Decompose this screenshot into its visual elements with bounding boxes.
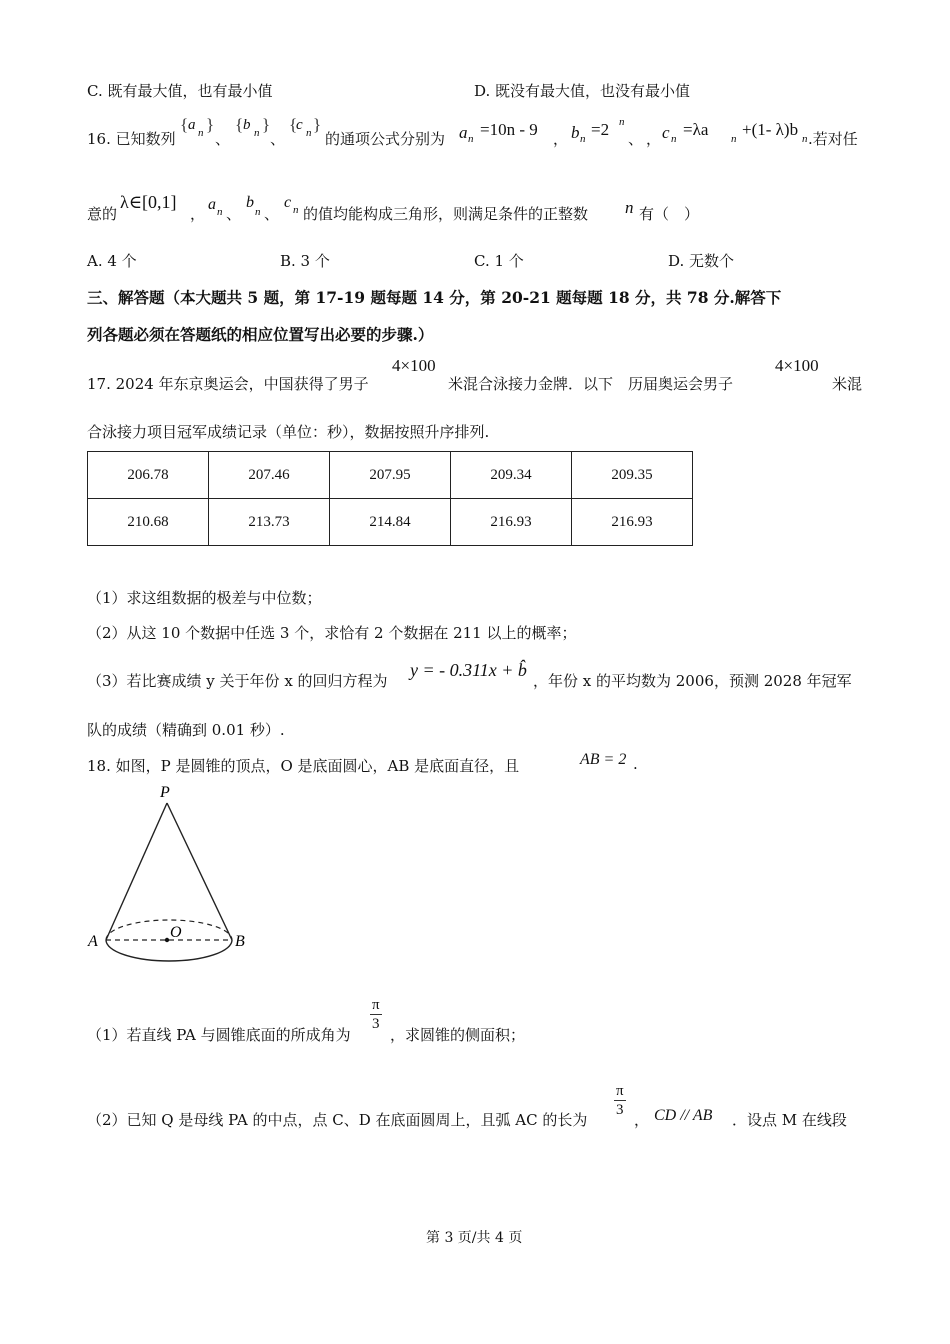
fraction-pi-over-3-b	[614, 1082, 626, 1119]
cone-edge-pb	[167, 803, 232, 940]
formula-c: c	[662, 123, 670, 142]
table-cell: 216.93	[451, 499, 572, 546]
q17-line1-a: 17. 2024 年东京奥运会，中国获得了男子	[87, 375, 369, 393]
cone-figure	[80, 775, 260, 975]
formula-c-rhs: =λa	[683, 120, 709, 139]
fraction-pi-over-3	[370, 996, 382, 1033]
q17-line2: 合泳接力项目冠军成绩记录（单位：秒），数据按照升序排列.	[87, 423, 490, 441]
q16-tail: .若对任	[808, 130, 858, 148]
q15-option-c: C. 既有最大值，也有最小值	[87, 82, 273, 100]
label-o: O	[170, 924, 182, 941]
q16-line2-end: 有（ ）	[639, 205, 700, 223]
fraction-denominator: 3	[616, 1102, 624, 1118]
formula-a: a	[459, 123, 468, 142]
line2-a: a	[208, 196, 216, 213]
q17-sub3-line2: 队的成绩（精确到 0.01 秒）.	[87, 721, 285, 739]
line2-c-sub: n	[293, 204, 299, 216]
table-cell: 209.35	[572, 452, 693, 499]
q18-line1-b: .	[633, 755, 638, 773]
results-table	[87, 451, 693, 546]
q16-mid: 的通项公式分别为	[325, 130, 446, 148]
table-cell: 214.84	[330, 499, 451, 546]
q18-sub1-a: （1）若直线 PA 与圆锥底面的所成角为	[87, 1026, 351, 1044]
table-cell: 213.73	[209, 499, 330, 546]
formula-c-sub: n	[671, 133, 677, 145]
lambda-range: λ∈[0,1]	[120, 192, 177, 212]
seq-a-sub: n	[198, 127, 204, 139]
q16-option-c: C. 1 个	[474, 252, 524, 270]
page-footer: 第 3 页/共 4 页	[426, 1230, 523, 1246]
sep-3: 、	[628, 130, 644, 148]
table-cell: 210.68	[88, 499, 209, 546]
q16-lead: 16. 已知数列	[87, 130, 176, 148]
center-point-o	[165, 938, 169, 942]
section3-heading-line2: 列各题必须在答题纸的相应位置写出必要的步骤.）	[87, 325, 434, 344]
q16-option-b: B. 3 个	[280, 252, 330, 270]
q17-sub3-b: ，年份 x 的平均数为 2006，预测 2028 年冠军	[533, 672, 852, 690]
table-row	[88, 499, 693, 546]
q17-line1-b: 米混合泳接力金牌．以下 历届奥运会男子	[448, 375, 734, 393]
q17-line1-c: 米混	[832, 375, 863, 393]
formula-a-rhs: =10n - 9	[480, 120, 538, 139]
sep-2: 、	[270, 130, 286, 148]
seq-b-sub: n	[254, 127, 260, 139]
q15-option-d: D. 既没有最大值，也没有最小值	[474, 82, 691, 100]
q18-sub2-a: （2）已知 Q 是母线 PA 的中点，点 C、D 在底面圆周上，且弧 AC 的长为	[87, 1111, 588, 1129]
q17-sub1: （1）求这组数据的极差与中位数；	[87, 589, 322, 607]
seq-c-sub: n	[306, 127, 312, 139]
fraction-numerator: π	[372, 997, 380, 1013]
seq-c-brace-close: }	[313, 115, 322, 134]
q16-line2-start: 意的	[87, 205, 118, 223]
formula-c-sub2: n	[731, 133, 737, 145]
label-b: B	[235, 933, 245, 950]
q18-sub1-b: ，求圆锥的侧面积；	[390, 1026, 526, 1044]
ab-eq: AB = 2	[580, 751, 627, 768]
q17-sub3-a: （3）若比赛成绩 y 关于年份 x 的回归方程为	[87, 672, 388, 690]
sep-5: 、	[264, 205, 280, 223]
table-cell: 207.95	[330, 452, 451, 499]
fraction-denominator: 3	[372, 1016, 380, 1032]
table-row	[88, 452, 693, 499]
regression-eq: y = - 0.311x + b̂	[410, 660, 527, 680]
var-n: n	[625, 198, 634, 217]
formula-b-rhs: =2	[591, 120, 610, 139]
q18-sub2-c: ．设点 M 在线段	[732, 1111, 847, 1129]
q18-sub2-b: ，	[634, 1111, 650, 1129]
base-back-arc	[106, 920, 232, 940]
relay-2: 4×100	[775, 356, 819, 375]
sep-4: 、	[226, 205, 242, 223]
fraction-numerator: π	[616, 1083, 624, 1099]
q16-option-a: A. 4 个	[87, 252, 137, 270]
seq-b-brace-close: }	[262, 115, 271, 134]
cd-parallel-ab: CD // AB	[654, 1107, 713, 1124]
line2-b: b	[246, 194, 254, 211]
formula-a-sub: n	[468, 133, 474, 145]
seq-b-brace: {	[235, 115, 244, 134]
seq-c: c	[296, 117, 303, 133]
seq-a-brace: {	[180, 115, 189, 134]
label-a: A	[88, 933, 98, 950]
cone-edge-pa	[106, 803, 167, 940]
table-cell: 209.34	[451, 452, 572, 499]
q18-line1-a: 18. 如图，P 是圆锥的顶点，O 是底面圆心，AB 是底面直径，且	[87, 757, 520, 775]
seq-a: a	[188, 117, 196, 133]
sep-1: 、	[215, 130, 231, 148]
line2-b-sub: n	[255, 206, 261, 218]
formula-b: b	[571, 123, 580, 142]
q16-option-d: D. 无数个	[668, 252, 735, 270]
comma-1: ，	[553, 130, 569, 148]
label-p: P	[160, 784, 170, 801]
table-cell: 206.78	[88, 452, 209, 499]
seq-c-brace: {	[289, 115, 298, 134]
section3-heading-line1: 三、解答题（本大题共 5 题，第 17-19 题每题 14 分，第 20-21 题每题 18 分，共 78 分.解答下	[87, 288, 782, 307]
formula-c-sub3: n	[802, 133, 808, 145]
comma-2: ，	[646, 130, 662, 148]
base-front-arc	[106, 940, 232, 961]
table-cell: 216.93	[572, 499, 693, 546]
seq-a-brace-close: }	[206, 115, 215, 134]
line2-c: c	[284, 194, 292, 211]
formula-b-exp: n	[619, 116, 625, 128]
q17-sub2: （2）从这 10 个数据中任选 3 个，求恰有 2 个数据在 211 以上的概率；	[87, 624, 577, 642]
comma-3: ，	[190, 205, 206, 223]
q16-line2-mid: 的值均能构成三角形，则满足条件的正整数	[303, 205, 589, 223]
formula-c-rhs2: +(1- λ)b	[742, 120, 799, 139]
formula-b-sub: n	[580, 133, 586, 145]
seq-b: b	[243, 117, 251, 133]
relay-1: 4×100	[392, 356, 436, 375]
table-cell: 207.46	[209, 452, 330, 499]
line2-a-sub: n	[217, 206, 223, 218]
